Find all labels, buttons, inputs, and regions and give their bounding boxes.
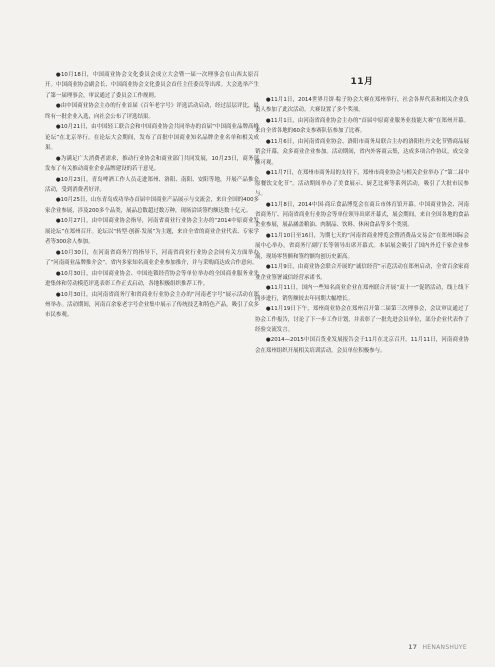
chronicle-paragraph: ●11月8日，2014中国·商丘食品博览会在商丘市体育馆开幕。中国商业协会、河南省商务厅、河南省商业行业协会等单位领导出席开幕式，展会期间，来自全国各地的食品企业参展，展品涵盖粮油、肉制品、饮料、休闲食品等多个类别。 xyxy=(255,201,469,229)
chronicle-paragraph: ●10月30日，由中国商业协会、中国连锁经营协会等单位举办的全国商业服务业先进集体和劳动模范评选表彰工作正式启动，各地积极组织推荐工作。 xyxy=(45,270,259,288)
right-text-column xyxy=(255,95,469,356)
chronicle-paragraph: ●11月6日，由河南省商业协会、洛阳市商务局联合主办的洛阳牡丹文化节暨商品展销会开幕，众多商业企业参加。活动期间，省内外客商云集，达成多项合作协议，成交金额可观。 xyxy=(255,138,469,166)
chronicle-paragraph: ●10月30日，在河南省商务厅的指导下，河南省商业行业协会会同有关方面举办了“河南商业品牌推介会”。省内多家知名商业企业参加推介，并与采购商达成合作意向。 xyxy=(45,249,259,267)
page-footer xyxy=(408,644,467,651)
chronicle-paragraph: ●2014—2015中国百货业发展报告会于11月在北京召开。11月11日，河南商业协会在郑州组织开展相关培训活动，会员单位积极参与。 xyxy=(255,337,469,354)
chronicle-paragraph: ●10月18日，中国商业协会文化委员会成立大会暨一届一次理事会在山西太原召开。中国商业协会副会长、中国商业协会文化委员会首任主任委员等出席。大会选举产生了第一届理事会，审议通过了委员会工作规则。 xyxy=(45,72,259,99)
chronicle-paragraph: ●10月30日，由河南省商务厅和省商业行业协会主办的“河南老字号”展示活动在郑州举办。活动期间，河南百余家老字号企业集中展示了传统技艺和特色产品，吸引了众多市民参观。 xyxy=(45,291,259,319)
chronicle-paragraph: ●10月23日，青岛啤酒工作人员走进郑州、洛阳、南阳、安阳等地，开展产品推介活动，受到消费者好评。 xyxy=(45,176,259,193)
month-heading: 11月 xyxy=(350,77,374,87)
chronicle-paragraph: ●11月1日，由河南省商业协会主办的“首届中原商业服务业技能大赛”在郑州开幕。来自全省各地的60余支参赛队伍参加了比赛。 xyxy=(255,117,469,135)
chronicle-paragraph: ●10月27日，由中国商业协会指导，河南省商业行业协会主办的“2014中原商业发展论坛”在郑州召开。论坛以“转型·创新·发展”为主题，来自全省的商业企业代表、专家学者等300余人参加。 xyxy=(45,218,259,246)
page-number: 17 xyxy=(408,644,418,651)
chronicle-paragraph: ●11月1日，2014世界月饼·粽子协会大赛在郑州举行，社会各界代表和相关企业负责人参加了此次活动。大赛设置了多个奖项。 xyxy=(255,97,469,114)
magazine-name: HENANSHUYE xyxy=(422,644,467,651)
chronicle-paragraph: ●由中国商业协会主办的行业首届《百年老字号》评选活动启动，经过层层评比，最终有一批企业入选，向社会公布了评选结果。 xyxy=(45,103,259,120)
chronicle-paragraph: ●11月7日，在郑州市商务局的支持下，郑州市商业协会与相关企业举办了“第二届中原餐饮文化节”。活动期间举办了美食展示、厨艺比赛等系列活动，吸引了大批市民参与。 xyxy=(255,170,469,198)
chronicle-paragraph: ●11月19日下午，郑州商业协会在郑州召开第二届第三次理事会，会议审议通过了协会工作报告，讨论了下一步工作计划，并表彰了一批先进会员单位，部分企业代表作了经验交流发言。 xyxy=(255,306,469,333)
chronicle-paragraph: ●11月9日，由商业协会联合开展的“诚信经营”示范活动在郑州启动，全省百余家商业企业签署诚信经营承诺书。 xyxy=(255,264,469,281)
chronicle-paragraph: ●10月25日，山东青岛成功举办首届中国商业产品展示与交流会，来自全国的400多家企业参展，涉及200多个品类，展品总数超过数万种，现场洽谈签约额达数十亿元。 xyxy=(45,197,259,214)
left-text-column xyxy=(45,70,259,321)
chronicle-paragraph: ●为满足广大消费者需求，推动行业协会和商业部门共同发展，10月23日，商务部发布了有关推动商业企业品牌建设的若干意见。 xyxy=(45,155,259,173)
chronicle-paragraph: ●10月21日，由中国轻工联合会和中国商业协会共同举办的首届“中国商业品牌高峰论坛”在北京举行。在论坛大会期间，发布了首批中国商业知名品牌企业名单和相关成果。 xyxy=(45,124,259,152)
chronicle-paragraph: ●11月10日至16日，为期七天的“河南省商业博览会暨消费品交易会”在郑州国际会展中心举办，省商务厅副厅长等领导出席开幕式。本届展会吸引了国内外近千家企业参展，现场零售额和签约额均创历史新高。 xyxy=(255,232,469,260)
chronicle-paragraph: ●11月11日，国内一些知名商业企业在郑州联合开展“双十一”促销活动，线上线下同步进行，销售额较去年同期大幅增长。 xyxy=(255,285,469,302)
